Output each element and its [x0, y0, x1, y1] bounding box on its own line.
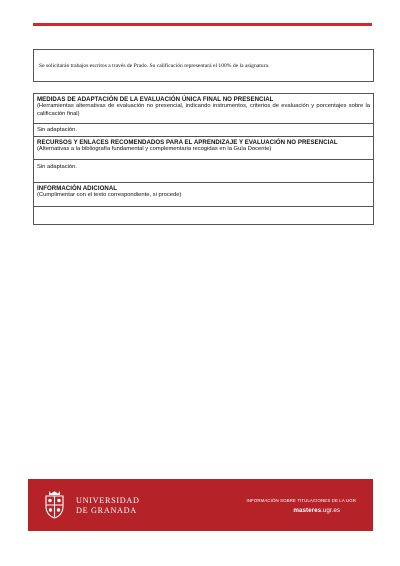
section-content: Sin adaptación. — [37, 127, 77, 133]
section-heading: MEDIDAS DE ADAPTACIÓN DE LA EVALUACIÓN ÚNICA FINAL NO PRESENCIAL — [37, 96, 274, 103]
website-suffix: .ugr.es — [321, 507, 340, 514]
section-content-row — [34, 207, 373, 224]
section-heading-row — [34, 183, 373, 207]
section-content-row — [34, 160, 373, 183]
info-label: INFORMACIÓN SOBRE TITULACIONES DE LA UGR — [246, 498, 356, 503]
evaluation-text-box — [33, 49, 374, 82]
website-prefix: masteres — [293, 507, 322, 514]
section-heading: RECURSOS Y ENLACES RECOMENDADOS PARA EL APRENDIZAJE Y EVALUACIÓN NO PRESENCIAL — [37, 139, 338, 146]
university-name-line2: DE GRANADA — [76, 506, 137, 515]
section-heading-row — [34, 94, 373, 124]
section-heading-row — [34, 137, 373, 160]
website-link[interactable] — [293, 507, 340, 514]
footer-banner — [28, 479, 373, 531]
evaluation-text: Se solicitarán trabajos escritos a través de Prado. Su calificación representará el 100% de la asignatura. — [39, 63, 270, 69]
adaptation-table — [33, 93, 374, 225]
section-content: Sin adaptación. — [37, 164, 77, 170]
header-rule — [33, 23, 372, 26]
section-content-row — [34, 124, 373, 137]
section-subheading: (Cumplimentar con el texto correspondiente, si procede) — [37, 192, 182, 199]
section-subheading: (Alternativas a la bibliografía fundamental y complementaria recogidas en la Guía Docente) — [37, 146, 272, 153]
section-heading: INFORMACIÓN ADICIONAL — [37, 185, 118, 192]
section-subheading: (Herramientas alternativas de evaluación no presencial, indicando instrumentos, criterios de evaluación y porcentajes sobre la calificación final) — [37, 103, 370, 117]
university-name-line1: UNIVERSIDAD — [76, 496, 140, 505]
university-crest-icon — [43, 490, 66, 519]
